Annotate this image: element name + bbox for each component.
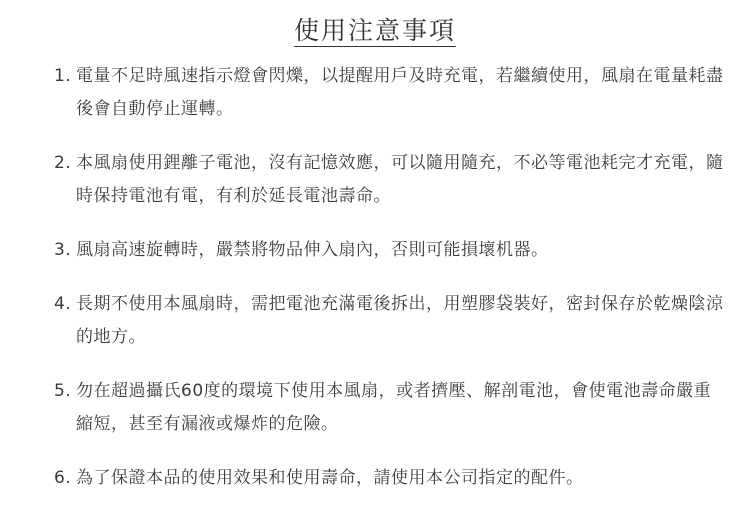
precaution-item-3 bbox=[54, 234, 724, 267]
item-number: 4. bbox=[54, 294, 72, 314]
item-number: 1. bbox=[54, 66, 72, 86]
item-text: 勿在超過攝氏60度的環境下使用本風扇，或者擠壓、解剖電池，會使電池壽命嚴重縮短，甚至有漏液或爆炸的危險。 bbox=[76, 381, 712, 434]
precautions-list bbox=[54, 60, 724, 516]
item-text: 本風扇使用鋰離子電池，沒有記憶效應，可以隨用隨充，不必等電池耗完才充電，隨時保持電池有電，有利於延長電池壽命。 bbox=[76, 153, 724, 206]
item-number: 6. bbox=[54, 468, 72, 488]
page-title bbox=[0, 14, 750, 48]
precaution-item-4 bbox=[54, 288, 724, 354]
item-number: 5. bbox=[54, 381, 72, 401]
item-text: 風扇高速旋轉時，嚴禁將物品伸入扇內，否則可能損壞机器。 bbox=[76, 240, 549, 260]
precaution-item-6 bbox=[54, 462, 724, 495]
item-number: 2. bbox=[54, 153, 72, 173]
item-text: 電量不足時風速指示燈會閃爍，以提醒用戶及時充電，若繼續使用，風扇在電量耗盡後會自動停止運轉。 bbox=[76, 66, 724, 119]
precaution-item-1 bbox=[54, 60, 724, 126]
precaution-item-5 bbox=[54, 375, 724, 441]
item-number: 3. bbox=[54, 240, 72, 260]
item-text: 為了保證本品的使用效果和使用壽命，請使用本公司指定的配件。 bbox=[76, 468, 584, 488]
precaution-item-2 bbox=[54, 147, 724, 213]
item-text: 長期不使用本風扇時，需把電池充滿電後拆出，用塑膠袋裝好，密封保存於乾燥陰涼的地方。 bbox=[76, 294, 724, 347]
page-title-text: 使用注意事項 bbox=[293, 16, 456, 45]
